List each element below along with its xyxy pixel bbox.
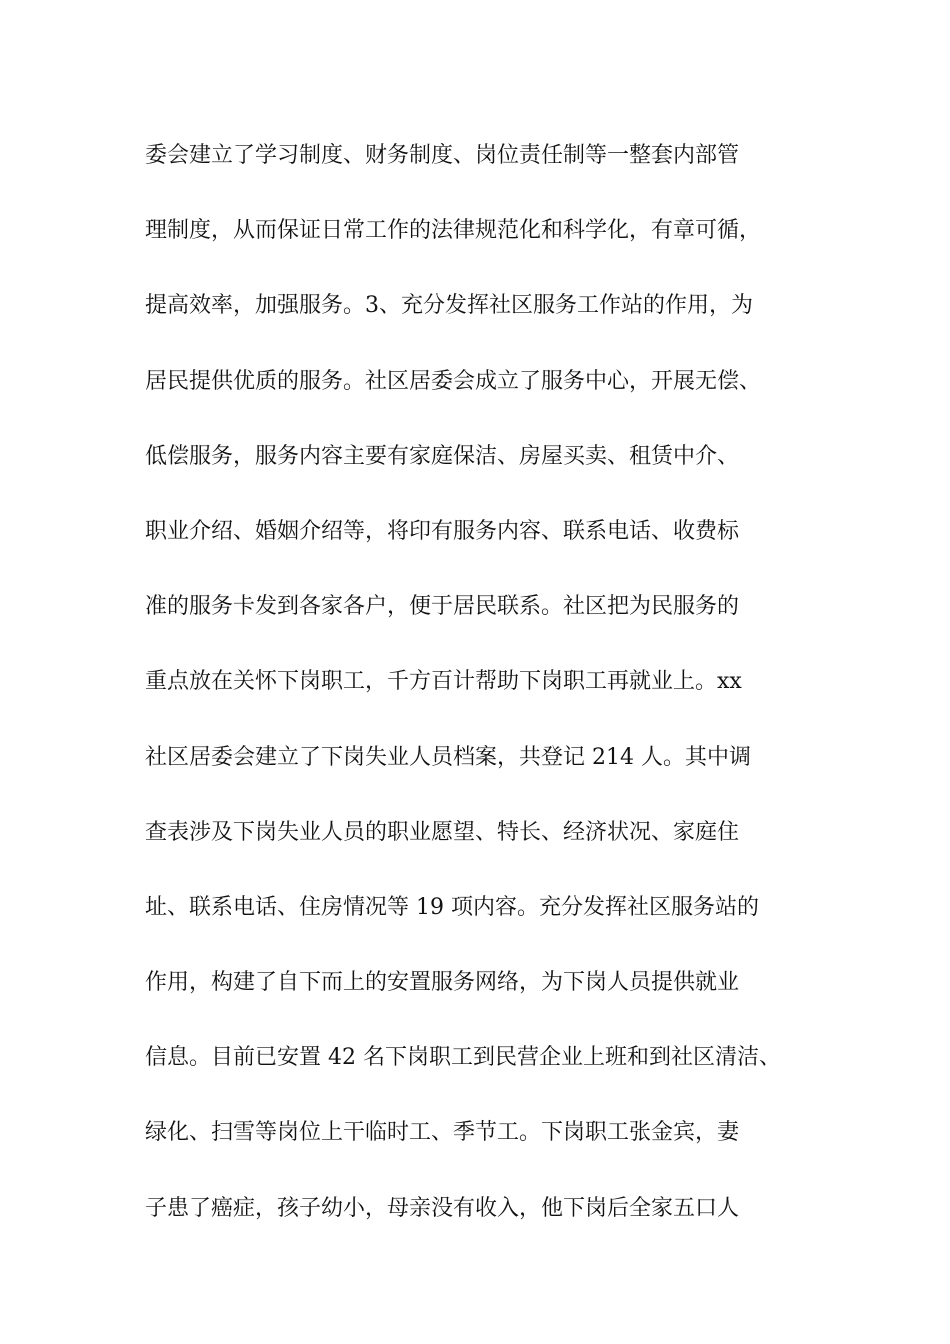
text-line: 提高效率，加强服务。3、充分发挥社区服务工作站的作用，为 [145,293,753,319]
text-line: 信息。目前已安置 42 名下岗职工到民营企业上班和到社区清洁、 [145,1045,781,1071]
text-line: 绿化、扫雪等岗位上干临时工、季节工。下岗职工张金宾，妻 [145,1120,740,1146]
text-line: 作用，构建了自下而上的安置服务网络，为下岗人员提供就业 [145,970,740,996]
text-line: 址、联系电话、住房情况等 19 项内容。充分发挥社区服务站的 [145,894,759,920]
text-line: 重点放在关怀下岗职工，千方百计帮助下岗职工再就业上。xx [145,669,742,695]
text-line: 委会建立了学习制度、财务制度、岗位责任制等一整套内部管 [145,143,740,168]
text-line: 职业介绍、婚姻介绍等，将印有服务内容、联系电话、收费标 [145,518,740,544]
text-line: 准的服务卡发到各家各户，便于居民联系。社区把为民服务的 [145,594,740,620]
text-line: 子患了癌症，孩子幼小，母亲没有收入，他下岗后全家五口人 [145,1195,740,1221]
body-text [145,128,815,1256]
text-line: 理制度，从而保证日常工作的法律规范化和科学化，有章可循， [145,218,762,244]
text-line: 居民提供优质的服务。社区居委会成立了服务中心，开展无偿、 [145,368,762,394]
text-line: 查表涉及下岗失业人员的职业愿望、特长、经济状况、家庭住 [145,819,740,845]
text-line: 社区居委会建立了下岗失业人员档案，共登记 214 人。其中调 [145,744,751,770]
text-line: 低偿服务，服务内容主要有家庭保洁、房屋买卖、租赁中介、 [145,443,740,469]
